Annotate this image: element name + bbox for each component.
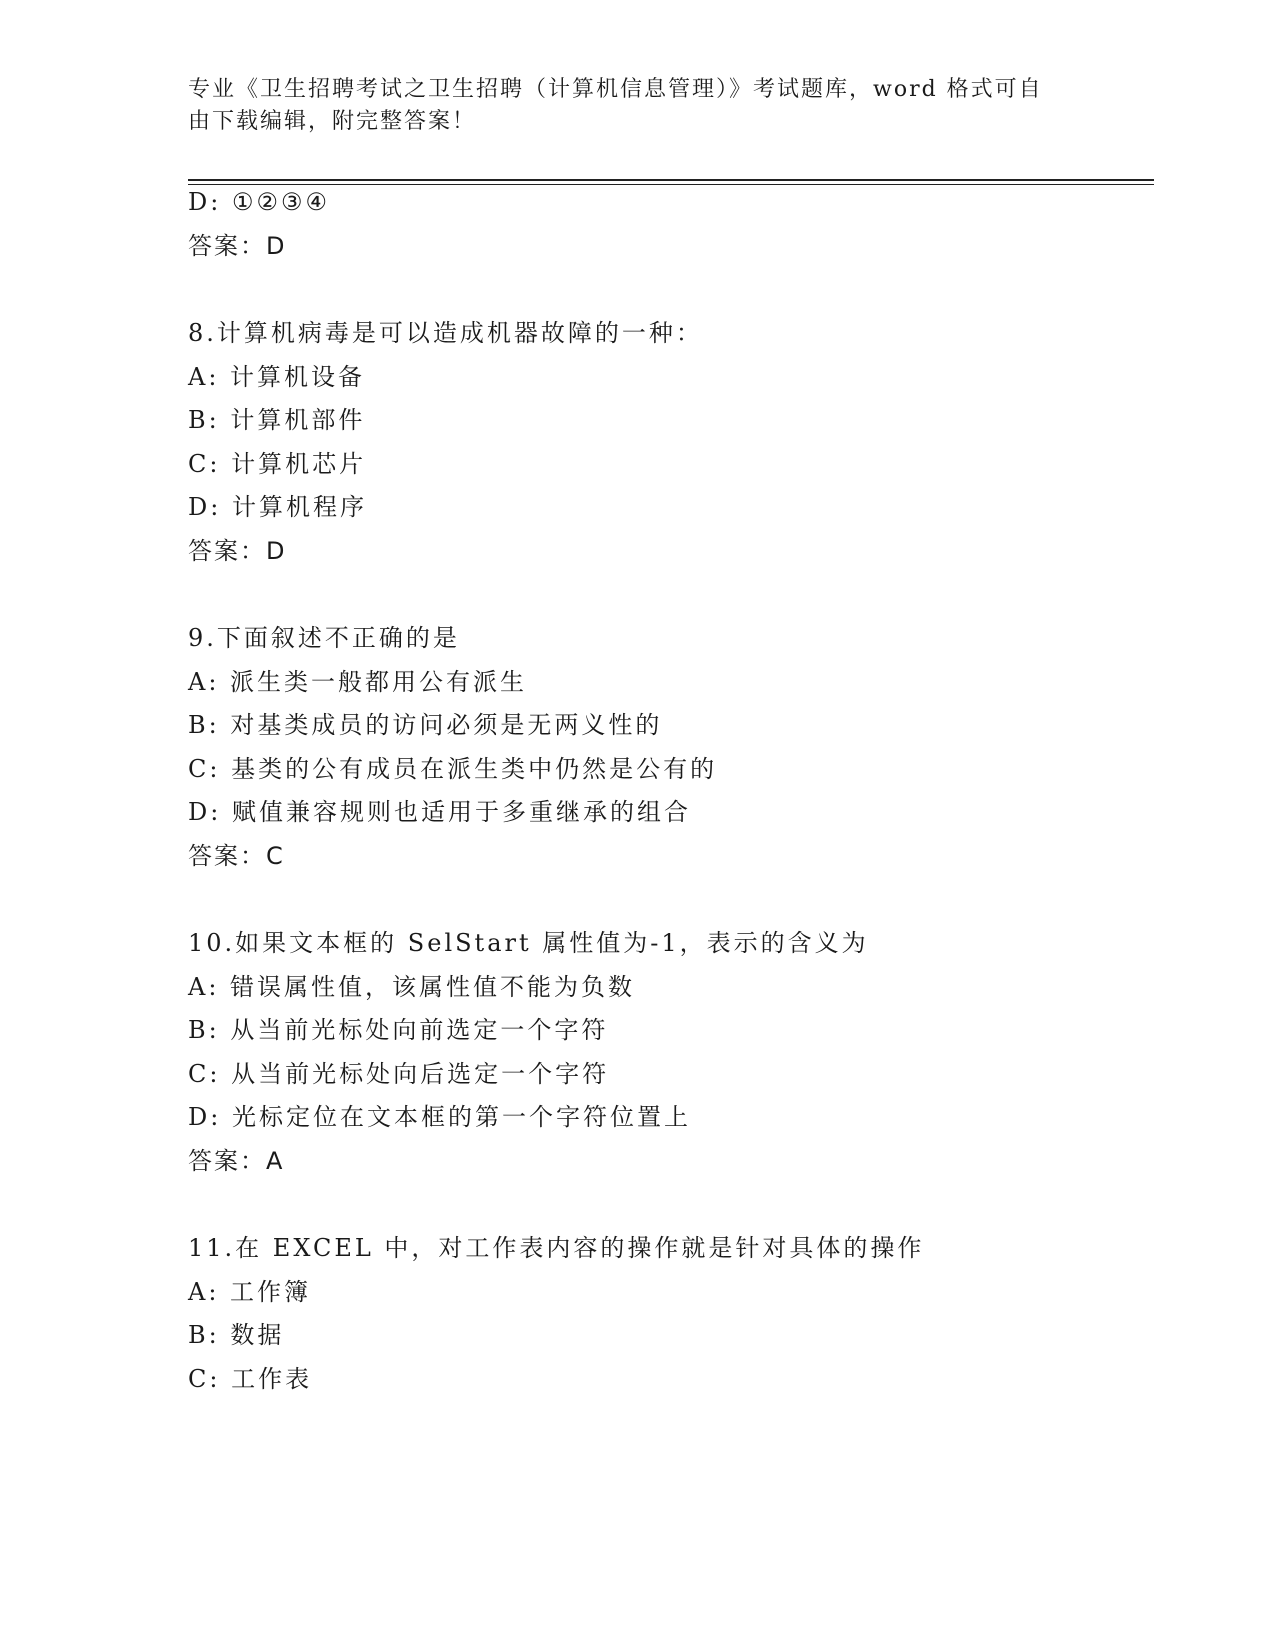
- question-stem: 8.计算机病毒是可以造成机器故障的一种：: [188, 319, 703, 347]
- option-a: A: 错误属性值，该属性值不能为负数: [188, 973, 636, 1001]
- header-line-2: 由下载编辑，附完整答案！: [188, 109, 477, 134]
- option-d: D: 赋值兼容规则也适用于多重继承的组合: [188, 798, 691, 826]
- option-b: B: 计算机部件: [188, 406, 366, 434]
- option-d: D: 计算机程序: [188, 493, 367, 521]
- option-c: C: 计算机芯片: [188, 450, 367, 478]
- answer-line: 答案：C: [188, 842, 285, 870]
- option-a: A: 工作簿: [188, 1278, 312, 1306]
- document-header: [188, 74, 1068, 138]
- option-c: C: 从当前光标处向后选定一个字符: [188, 1060, 610, 1088]
- option-a: A: 派生类一般都用公有派生: [188, 668, 528, 696]
- option-c: C: 工作表: [188, 1365, 313, 1393]
- option-b: B: 数据: [188, 1321, 285, 1349]
- question-stem: 10.如果文本框的 SelStart 属性值为-1，表示的含义为: [188, 929, 869, 957]
- answer-line: 答案：A: [188, 1147, 285, 1175]
- option-d: D: 光标定位在文本框的第一个字符位置上: [188, 1103, 691, 1131]
- header-line-1: 专业《卫生招聘考试之卫生招聘（计算机信息管理）》考试题库，word 格式可自: [188, 77, 1043, 102]
- header-divider-thick: [188, 179, 1154, 181]
- header-divider-thin: [188, 184, 1154, 185]
- question-stem: 11.在 EXCEL 中，对工作表内容的操作就是针对具体的操作: [188, 1234, 925, 1262]
- option-c: C: 基类的公有成员在派生类中仍然是公有的: [188, 755, 718, 783]
- answer-line: 答案：D: [188, 232, 287, 260]
- option-d: D: ①②③④: [188, 188, 331, 216]
- option-b: B: 对基类成员的访问必须是无两义性的: [188, 711, 663, 739]
- option-b: B: 从当前光标处向前选定一个字符: [188, 1016, 609, 1044]
- answer-line: 答案：D: [188, 537, 287, 565]
- option-a: A: 计算机设备: [188, 363, 366, 391]
- question-stem: 9.下面叙述不正确的是: [188, 624, 460, 652]
